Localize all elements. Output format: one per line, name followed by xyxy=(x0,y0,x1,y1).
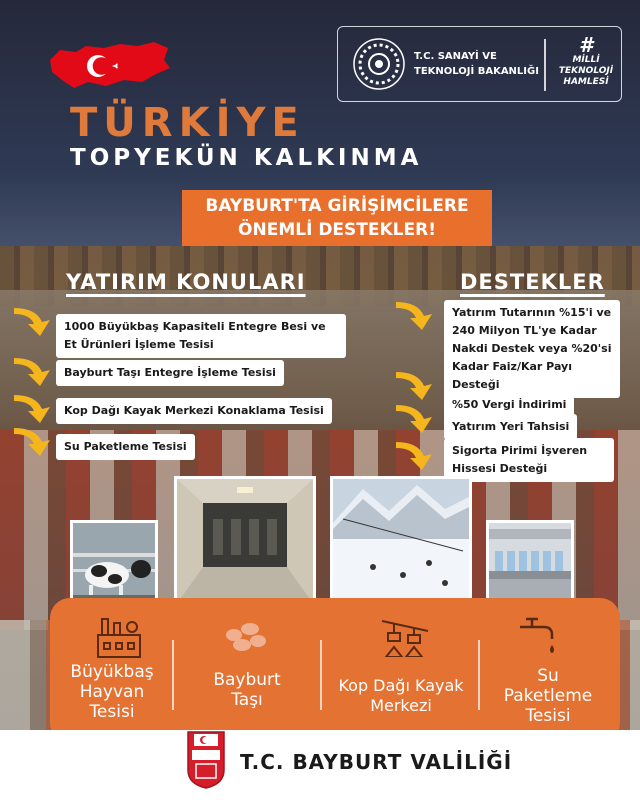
factory-icon xyxy=(94,615,144,659)
category-line: Paketleme xyxy=(503,686,593,706)
category-line: Kop Dağı Kayak xyxy=(338,676,464,695)
category-line: Merkezi xyxy=(370,696,432,715)
page-subtitle: TOPYEKÜN KALKINMA xyxy=(70,145,423,171)
campaign-line2: TEKNOLOJİ xyxy=(558,66,614,76)
supports-heading: DESTEKLER xyxy=(460,270,605,294)
arrow-icon xyxy=(394,442,434,472)
faucet-icon xyxy=(514,613,564,657)
arrow-icon xyxy=(394,405,434,435)
support-item: Yatırım Yeri Tahsisi xyxy=(444,414,577,440)
arrow-icon xyxy=(12,358,52,388)
arrow-icon xyxy=(394,302,434,332)
stones-icon xyxy=(220,615,270,659)
campaign-line3: HAMLESİ xyxy=(563,77,609,87)
banner-line2: ÖNEMLİ DESTEKLER! xyxy=(238,220,436,240)
category-divider xyxy=(172,640,174,710)
milli-teknoloji-logo xyxy=(556,35,616,88)
water-bottling-photo xyxy=(486,520,574,606)
banner-line1: BAYBURT'TA GİRİŞİMCİLERE xyxy=(205,196,469,216)
investments-heading: YATIRIM KONULARI xyxy=(66,270,306,294)
arrow-icon xyxy=(394,372,434,402)
turkey-map-flag-icon xyxy=(46,38,172,94)
footer-title: T.C. BAYBURT VALİLİĞİ xyxy=(240,750,513,774)
support-item: %50 Vergi İndirimi xyxy=(444,392,574,418)
hash-icon: # xyxy=(579,33,593,57)
ministry-name xyxy=(414,49,539,79)
headline-banner xyxy=(182,190,492,246)
category-line: Su xyxy=(537,666,559,686)
arrow-icon xyxy=(12,308,52,338)
category-label-ski xyxy=(326,676,476,716)
investment-item: Su Paketleme Tesisi xyxy=(56,434,195,460)
category-label-water xyxy=(484,666,612,726)
category-line: Büyükbaş xyxy=(70,662,154,682)
ministry-emblem-icon xyxy=(352,37,406,91)
ski-resort-photo xyxy=(330,476,472,606)
ministry-name-line1: T.C. SANAYİ VE xyxy=(414,51,497,62)
investment-item: Bayburt Taşı Entegre İşleme Tesisi xyxy=(56,360,284,386)
category-line: Hayvan xyxy=(79,682,145,702)
category-label-cattle xyxy=(56,662,168,722)
stone-room-photo xyxy=(174,476,316,606)
ministry-divider xyxy=(544,39,546,91)
cattle-farm-photo xyxy=(70,520,158,606)
ministry-name-line2: TEKNOLOJİ BAKANLIĞI xyxy=(414,66,539,77)
page-title: TÜRKİYE xyxy=(70,100,305,146)
category-label-stone xyxy=(182,670,312,710)
support-item: Sigorta Pirimi İşveren Hissesi Desteği xyxy=(444,438,614,482)
campaign-line1: MİLLİ xyxy=(572,55,600,65)
ministry-logo-box xyxy=(337,26,622,102)
category-line: Bayburt xyxy=(213,670,281,690)
arrow-icon xyxy=(12,395,52,425)
ski-lift-icon xyxy=(380,613,430,657)
governorship-seal-icon xyxy=(186,726,226,790)
category-divider xyxy=(478,640,480,710)
category-line: Tesisi xyxy=(525,706,571,726)
category-line: Tesisi xyxy=(89,702,135,722)
category-line: Taşı xyxy=(231,690,263,710)
investment-item: Kop Dağı Kayak Merkezi Konaklama Tesisi xyxy=(56,398,332,424)
support-item: Yatırım Tutarının %15'i ve 240 Milyon TL'ye Kadar Nakdi Destek veya %20'si Kadar Faiz/Kar Payı Desteği xyxy=(444,300,620,398)
investment-item: 1000 Büyükbaş Kapasiteli Entegre Besi ve Et Ürünleri İşleme Tesisi xyxy=(56,314,346,358)
category-divider xyxy=(320,640,322,710)
arrow-icon xyxy=(12,428,52,458)
